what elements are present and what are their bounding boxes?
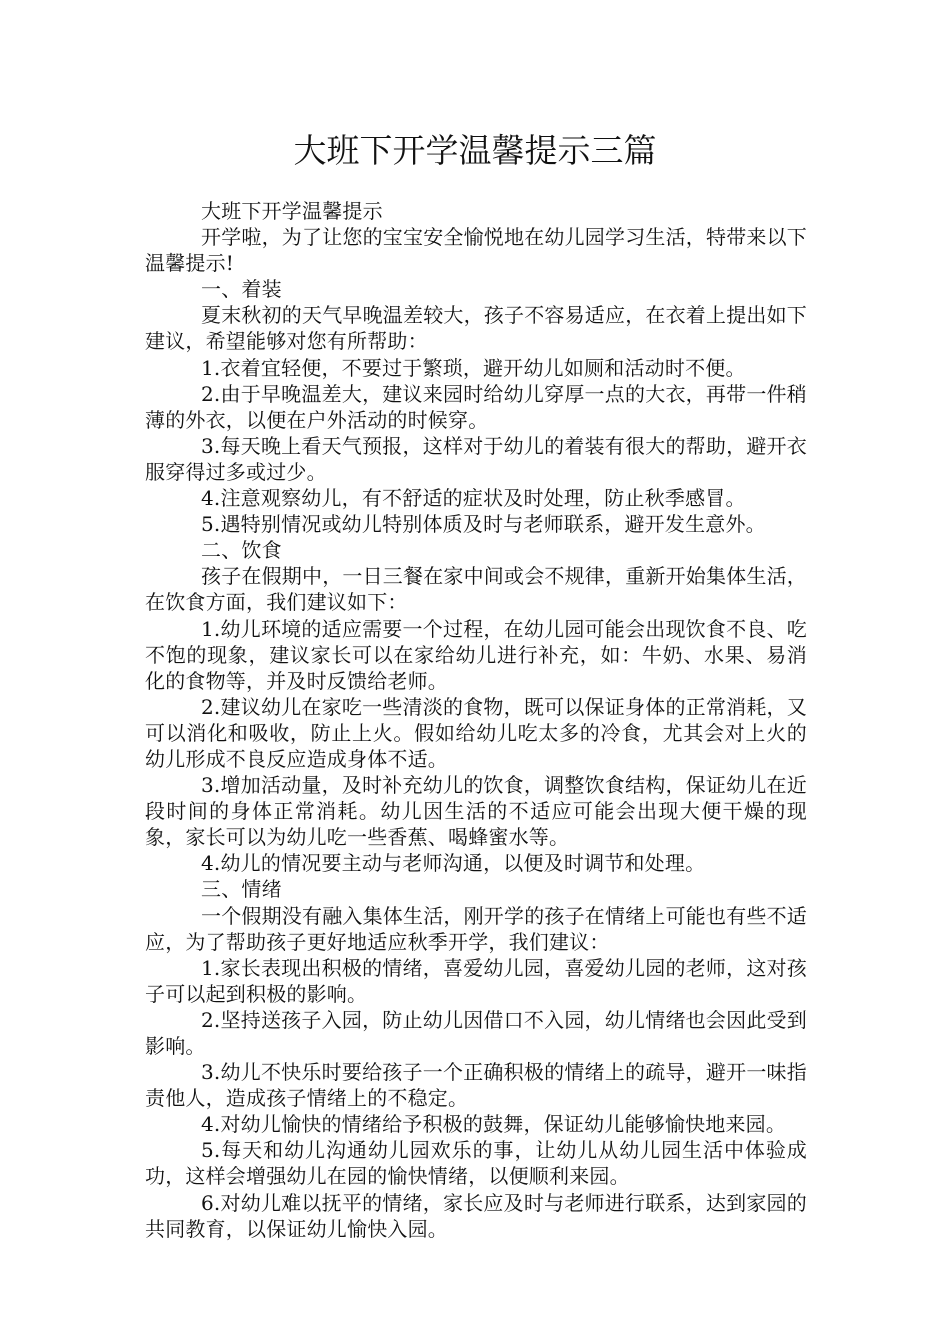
section-heading-clothing: 一、着装 <box>201 277 282 302</box>
list-item: 1.家长表现出积极的情绪，喜爱幼儿园，喜爱幼儿园的老师，这对孩子可以起到积极的影响。 <box>145 955 807 1006</box>
list-item: 3.幼儿不快乐时要给孩子一个正确积极的情绪上的疏导，避开一味指责他人，造成孩子情绪上的不稳定。 <box>145 1060 807 1111</box>
section-heading-diet: 二、饮食 <box>201 538 282 563</box>
list-item: 3.每天晚上看天气预报，这样对于幼儿的着装有很大的帮助，避开衣服穿得过多或过少。 <box>145 433 807 484</box>
intro-paragraph: 开学啦，为了让您的宝宝安全愉悦地在幼儿园学习生活，特带来以下温馨提示! <box>145 225 807 276</box>
list-item: 2.坚持送孩子入园，防止幼儿因借口不入园，幼儿情绪也会因此受到影响。 <box>145 1007 807 1058</box>
section-heading-emotion: 三、情绪 <box>201 877 282 902</box>
list-item: 4.对幼儿愉快的情绪给予积极的鼓舞，保证幼儿能够愉快地来园。 <box>201 1112 787 1137</box>
list-item: 3.增加活动量，及时补充幼儿的饮食，调整饮食结构，保证幼儿在近段时间的身体正常消耗。幼儿因生活的不适应可能会出现大便干燥的现象，家长可以为幼儿吃一些香蕉、喝蜂蜜水等。 <box>145 773 807 850</box>
list-item: 5.遇特别情况或幼儿特别体质及时与老师联系，避开发生意外。 <box>201 512 766 537</box>
paragraph: 夏末秋初的天气早晚温差较大，孩子不容易适应，在衣着上提出如下建议，希望能够对您有所帮助： <box>145 303 807 354</box>
list-item: 2.由于早晚温差大，建议来园时给幼儿穿厚一点的大衣，再带一件稍薄的外衣，以便在户外活动的时候穿。 <box>145 381 807 432</box>
subtitle-paragraph: 大班下开学温馨提示 <box>201 199 383 223</box>
document-title: 大班下开学温馨提示三篇 <box>293 131 657 170</box>
list-item: 2.建议幼儿在家吃一些清淡的食物，既可以保证身体的正常消耗，又可以消化和吸收，防止上火。假如给幼儿吃太多的冷食，尤其会对上火的幼儿形成不良反应造成身体不适。 <box>145 694 807 771</box>
paragraph: 孩子在假期中，一日三餐在家中间或会不规律，重新开始集体生活，在饮食方面，我们建议如下： <box>145 564 807 615</box>
list-item: 4.幼儿的情况要主动与老师沟通，以便及时调节和处理。 <box>201 851 706 876</box>
paragraph: 一个假期没有融入集体生活，刚开学的孩子在情绪上可能也有些不适应，为了帮助孩子更好地适应秋季开学，我们建议： <box>145 903 807 954</box>
list-item: 4.注意观察幼儿，有不舒适的症状及时处理，防止秋季感冒。 <box>201 486 746 511</box>
list-item: 6.对幼儿难以抚平的情绪，家长应及时与老师进行联系，达到家园的共同教育，以保证幼儿愉快入园。 <box>145 1190 807 1241</box>
list-item: 5.每天和幼儿沟通幼儿园欢乐的事，让幼儿从幼儿园生活中体验成功，这样会增强幼儿在园的愉快情绪，以便顺利来园。 <box>145 1138 807 1189</box>
list-item: 1.衣着宜轻便，不要过于繁琐，避开幼儿如厕和活动时不便。 <box>201 355 746 380</box>
document-body <box>145 198 807 1242</box>
list-item: 1.幼儿环境的适应需要一个过程，在幼儿园可能会出现饮食不良、吃不饱的现象，建议家长可以在家给幼儿进行补充，如：牛奶、水果、易消化的食物等，并及时反馈给老师。 <box>145 616 807 693</box>
